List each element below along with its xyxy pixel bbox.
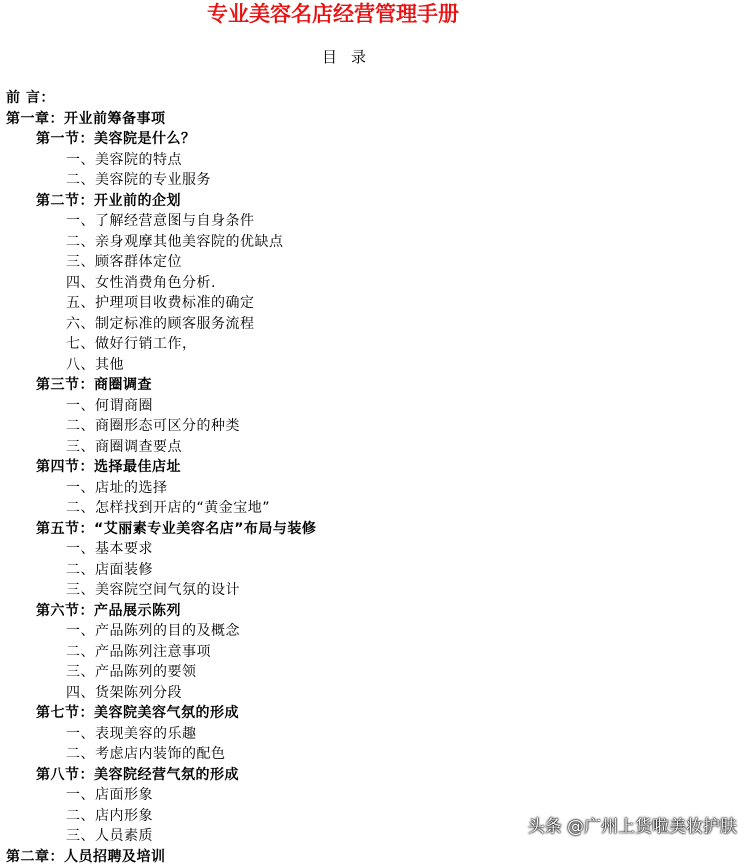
toc-subsection: 二、美容院的专业服务 xyxy=(0,170,753,191)
toc-subsection: 二、亲身观摩其他美容院的优缺点 xyxy=(0,232,753,253)
toc-subsection: 七、做好行销工作， xyxy=(0,334,753,355)
toc-subsection: 三、产品陈列的要领 xyxy=(0,662,753,683)
toc-subsection: 三、人员素质 xyxy=(0,826,753,847)
toc-subsection: 八、其他 xyxy=(0,355,753,376)
toc-subsection: 三、美容院空间气氛的设计 xyxy=(0,580,753,601)
toc-subsection: 一、店面形象 xyxy=(0,785,753,806)
toc-subsection: 二、怎样找到开店的“黄金宝地” xyxy=(0,498,753,519)
toc-section: 第四节：选择最佳店址 xyxy=(0,457,753,478)
toc-subsection: 二、店面装修 xyxy=(0,560,753,581)
toc-subsection: 一、何谓商圈 xyxy=(0,396,753,417)
toc-subsection: 一、产品陈列的目的及概念 xyxy=(0,621,753,642)
toc-heading: 目录 xyxy=(322,46,380,68)
toc-chapter: 第二章：人员招聘及培训 xyxy=(0,847,753,867)
watermark: 头条 @广州上货啦美妆护肤 xyxy=(528,815,737,839)
toc-subsection: 三、顾客群体定位 xyxy=(0,252,753,273)
toc-chapter: 第一章：开业前筹备事项 xyxy=(0,109,753,130)
toc-subsection: 一、店址的选择 xyxy=(0,478,753,499)
toc-subsection: 二、商圈形态可区分的种类 xyxy=(0,416,753,437)
toc-subsection: 三、商圈调查要点 xyxy=(0,437,753,458)
toc-section: 第八节：美容院经营气氛的形成 xyxy=(0,765,753,786)
document-title: 专业美容名店经营管理手册 xyxy=(0,0,666,28)
toc-subsection: 二、店内形象 xyxy=(0,806,753,827)
toc-section: 第六节：产品展示陈列 xyxy=(0,601,753,622)
toc-section: 第三节：商圈调查 xyxy=(0,375,753,396)
toc-subsection: 五、护理项目收费标准的确定 xyxy=(0,293,753,314)
toc-subsection: 一、了解经营意图与自身条件 xyxy=(0,211,753,232)
toc-subsection: 六、制定标准的顾客服务流程 xyxy=(0,314,753,335)
toc-subsection: 一、基本要求 xyxy=(0,539,753,560)
toc-subsection: 一、美容院的特点 xyxy=(0,150,753,171)
toc-subsection: 一、表现美容的乐趣 xyxy=(0,724,753,745)
toc-section: 第五节：“艾丽素专业美容名店”布局与装修 xyxy=(0,519,753,540)
toc-subsection: 四、货架陈列分段 xyxy=(0,683,753,704)
toc-subsection: 二、产品陈列注意事项 xyxy=(0,642,753,663)
toc-section: 第二节：开业前的企划 xyxy=(0,191,753,212)
toc-section: 第七节：美容院美容气氛的形成 xyxy=(0,703,753,724)
toc-chapter: 前 言： xyxy=(0,88,753,109)
toc-subsection: 二、考虑店内装饰的配色 xyxy=(0,744,753,765)
table-of-contents xyxy=(0,88,753,867)
toc-subsection: 四、女性消费角色分析. xyxy=(0,273,753,294)
toc-section: 第一节：美容院是什么？ xyxy=(0,129,753,150)
